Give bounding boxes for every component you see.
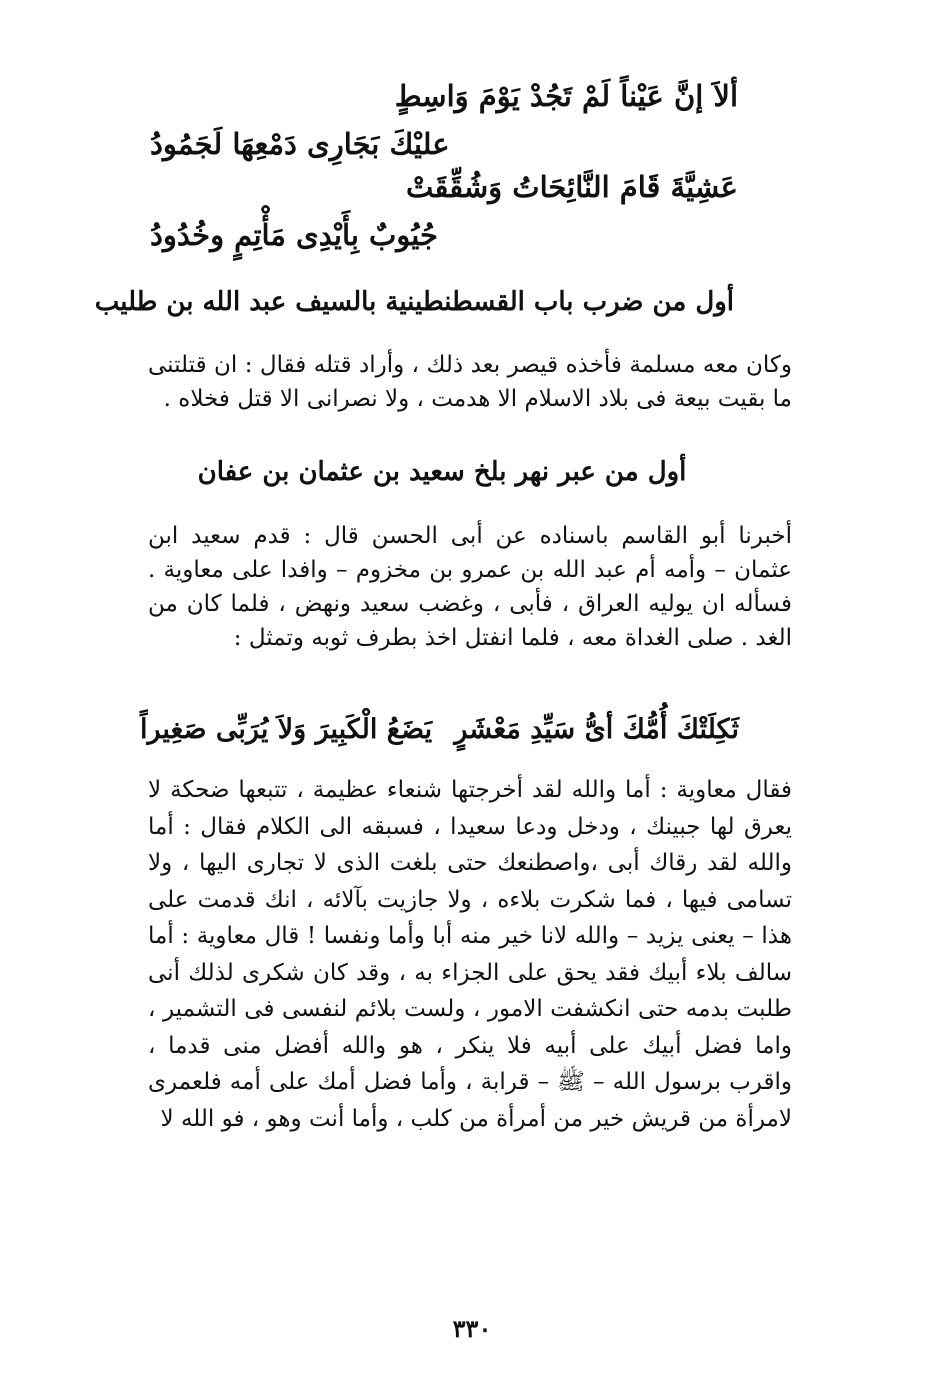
paragraph-muawiya-reply: فقال معاوية : أما والله لقد أخرجتها شنعاء عظيمة ، تتبعها ضحكة لا يعرق لها جبينك ، ودخل ودعا سعيدا ، فسبقه الى الكلام فقال : أما والله لقد رقاك أبى ،واصطنعك حتى بلغت الذى لا تجارى اليها ، ولا تسامى فيها ، فما شكرت بلاءه ، ولا جازيت بآلائه ، انك قدمت على هذا – يعنى يزيد – والله لانا خير منه أبا وأما ونفسا ! قال معاوية : أما سالف بلاء أبيك فقد يحق على الجزاء به ، وقد كان شكرى لذلك أنى طلبت بدمه حتى انكشفت الامور ، ولست بلائم لنفسى فى التشمير ، واما فضل أبيك على أبيه فلا ينكر ، هو والله أفضل منى قدما ، واقرب برسول الله – ﷺ – قرابة ، وأما فضل أمك على أمه فلعمرى لامرأة من قريش خير من أمرأة من كلب ، وأما أنت وهو ، فو الله لا bbox=[148, 777, 793, 1132]
couplet-second-hemistich: يَضَعُ الْكَبِيرَ وَلاَ يُرَبِّى صَغِيراً bbox=[140, 714, 433, 745]
section-heading-balkh: أول من عبر نهر بلخ سعيد بن عثمان بن عفان bbox=[197, 457, 687, 487]
poem-line-3: عَشِيَّةَ قَامَ النَّائِحَاتُ وَشُقِّقَتْ bbox=[406, 170, 738, 204]
paragraph-constantinople: وكان معه مسلمة فأخذه قيصر بعد ذلك ، وأراد قتله فقال : ان قتلتنى ما بقيت بيعة فى بلاد الاسلام الا هدمت ، ولا نصرانى الا قتل فخلاه . bbox=[148, 352, 792, 412]
poem-line-2: عليْكَ بَجَارِى دَمْعِهَا لَجَمُودُ bbox=[150, 127, 450, 161]
paragraph-balkh-intro: أخبرنا أبو القاسم باسناده عن أبى الحسن قال : قدم سعيد ابن عثمان – وأمه أم عبد الله بن عمرو بن مخزوم – وافدا على معاوية . فسأله ان يوليه العراق ، فأبى ، وغضب سعيد ونهض ، فلما كان من الغد . صلى الغداة معه ، فلما انفتل اخذ بطرف ثوبه وتمثل : bbox=[148, 523, 792, 651]
section-heading-constantinople: أول من ضرب باب القسطنطينية بالسيف عبد الله بن طليب bbox=[94, 287, 734, 317]
couplet-first-hemistich: ثَكِلَتْكَ أُمُّكَ أىُّ سَيِّدِ مَعْشَرٍ bbox=[454, 714, 739, 745]
page-number: ٣٣٠ bbox=[452, 1314, 492, 1343]
poem-line-4: جُيُوبٌ بِأَيْدِى مَأْتِمٍ وخُدُودُ bbox=[150, 218, 438, 252]
poem-line-1: ألاَ إنَّ عَيْناً لَمْ تَجُدْ يَوْمَ وَاسِطٍ bbox=[394, 79, 738, 113]
couplet bbox=[140, 706, 739, 754]
